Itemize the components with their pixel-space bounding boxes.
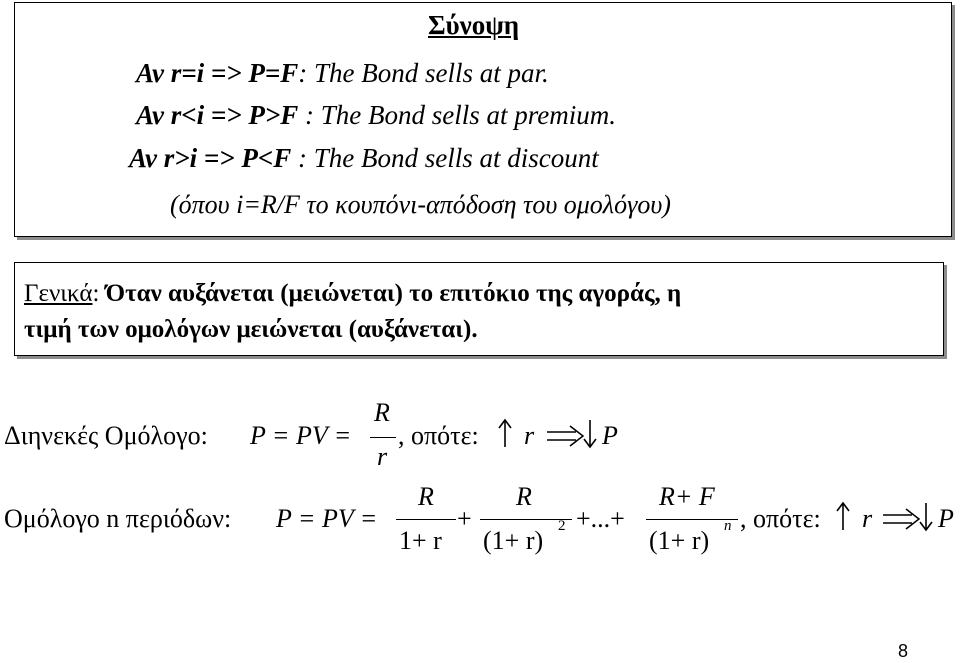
term1-den: 1+ r xyxy=(399,526,442,555)
general-text-2: τιμή των ομολόγων μειώνεται (αυξάνεται). xyxy=(24,316,478,343)
rule-premium xyxy=(136,100,616,131)
rule-discount-desc: : The Bond sells at discount xyxy=(291,143,599,173)
perpetual-then: , οπότε: xyxy=(398,421,479,450)
term3-num: R+ F xyxy=(659,482,715,511)
coupon-note: (όπου i=R/F το κουπόνι-απόδοση του ομολόγου) xyxy=(170,190,671,219)
perpetual-lhs: P = PV = xyxy=(250,421,352,450)
rule-discount xyxy=(129,143,599,174)
arrow-down-icon xyxy=(582,419,598,449)
implies-arrow-icon xyxy=(882,507,922,531)
perpetual-label: Διηνεκές Ομόλογο: xyxy=(4,421,208,450)
term2-exponent: 2 xyxy=(558,518,566,534)
nperiod-lhs: P = PV = xyxy=(276,504,378,533)
page-number: 8 xyxy=(898,641,909,661)
arrow-down-icon xyxy=(918,502,934,532)
term3-den: (1+ r) xyxy=(649,526,710,555)
rule-premium-condition: Αν r<i => P>F xyxy=(136,100,299,130)
nperiod-then: , οπότε: xyxy=(740,504,821,533)
plus-1: + xyxy=(457,504,472,533)
rule-premium-desc: : The Bond sells at premium. xyxy=(298,100,617,130)
term1-num: R xyxy=(418,482,434,511)
rule-par xyxy=(136,58,549,89)
implies-arrow-icon xyxy=(546,424,586,448)
ellipsis-plus: +...+ xyxy=(576,504,625,533)
nperiod-label: Ομόλογο n περιόδων: xyxy=(4,504,232,533)
perpetual-r: r xyxy=(524,421,535,450)
perpetual-frac-den: r xyxy=(377,442,388,471)
arrow-up-icon xyxy=(835,501,851,531)
perpetual-frac-num: R xyxy=(374,398,390,427)
perpetual-p: P xyxy=(602,421,618,450)
rule-par-condition: Αν r=i => P=F xyxy=(136,58,299,88)
perpetual-frac-line xyxy=(370,437,396,438)
term2-num: R xyxy=(516,482,532,511)
arrow-up-icon xyxy=(497,418,513,448)
nperiod-r: r xyxy=(862,504,873,533)
term3-exponent: n xyxy=(724,518,732,534)
general-colon: : xyxy=(92,280,100,307)
general-label: Γενικά xyxy=(24,280,93,307)
rule-par-desc: : The Bond sells at par. xyxy=(298,58,549,88)
nperiod-p: P xyxy=(938,504,954,533)
general-text-1: Όταν αυξάνεται (μειώνεται) το επιτόκιο της αγοράς, η xyxy=(99,280,682,307)
rule-discount-condition: Αν r>i => P<F xyxy=(129,143,292,173)
term2-den: (1+ r) xyxy=(483,526,544,555)
summary-title: Σύνοψη xyxy=(428,10,520,40)
term1-frac-line xyxy=(396,519,456,520)
general-line-1 xyxy=(24,280,681,308)
